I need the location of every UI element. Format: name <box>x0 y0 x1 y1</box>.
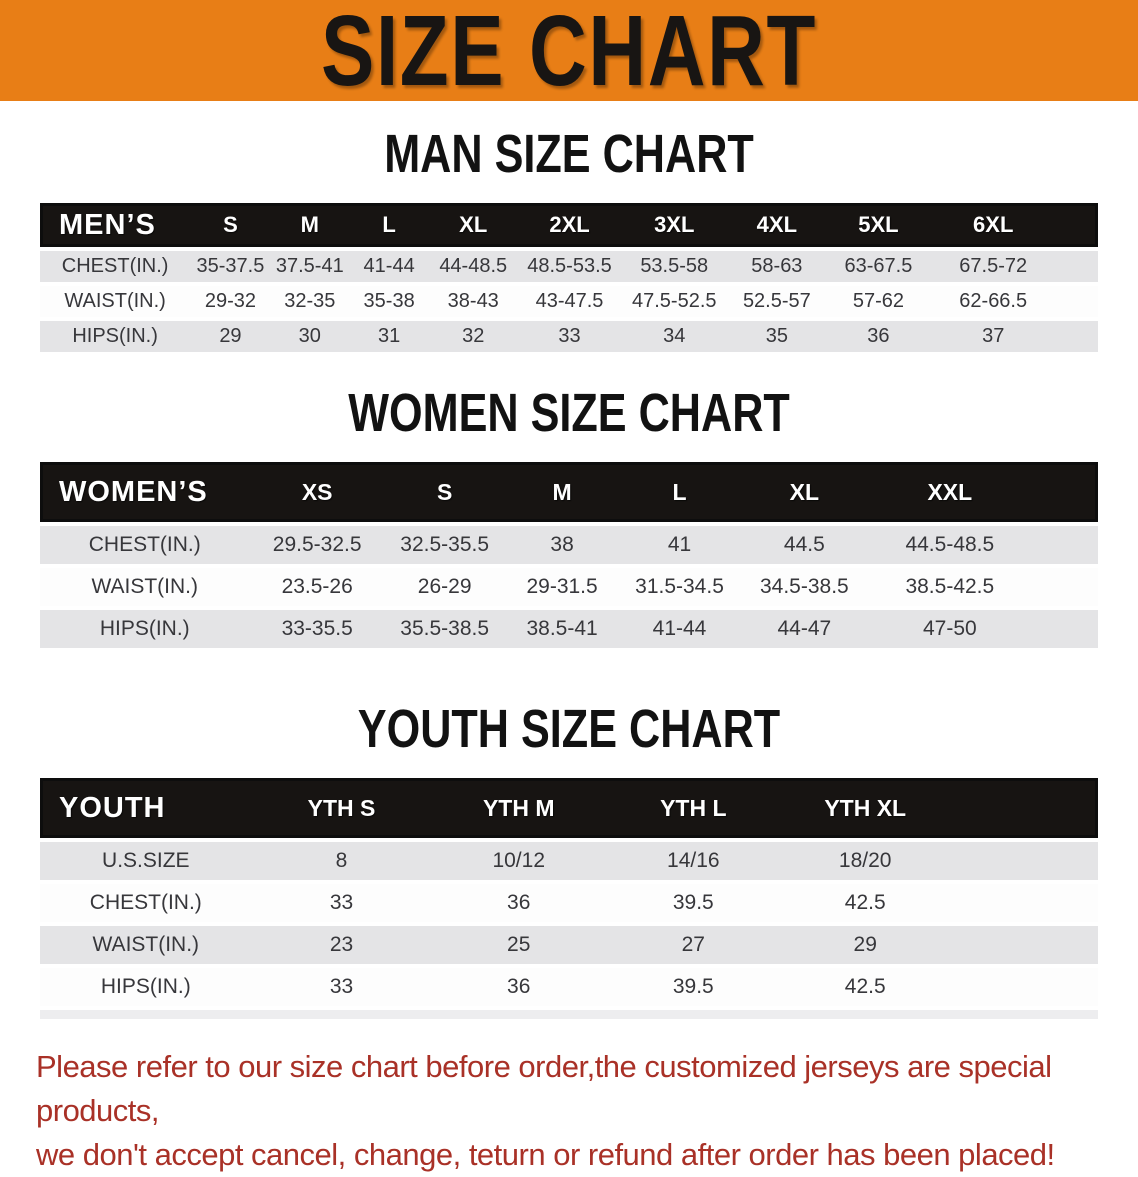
men-waist-row <box>40 286 1098 317</box>
men-section-heading: MAN SIZE CHART <box>384 124 754 184</box>
row-label: CHEST(IN.) <box>40 526 249 564</box>
youth-size-table <box>40 774 1098 1010</box>
row-filler <box>950 968 1098 1006</box>
row-filler <box>1057 251 1098 282</box>
row-label: HIPS(IN.) <box>40 968 252 1006</box>
size-value: 30 <box>271 321 349 352</box>
youth-size-table-wrap <box>40 774 1098 1019</box>
youth-ussize-row <box>40 842 1098 880</box>
size-value: 41-44 <box>620 610 740 648</box>
women-size-col: L <box>620 462 740 522</box>
youth-group-label: YOUTH <box>40 778 252 838</box>
size-value: 32-35 <box>271 286 349 317</box>
youth-size-col: YTH L <box>606 778 781 838</box>
row-label: WAIST(IN.) <box>40 286 190 317</box>
size-value: 48.5-53.5 <box>517 251 622 282</box>
youth-header-filler <box>950 778 1098 838</box>
size-value: 63-67.5 <box>827 251 930 282</box>
size-value: 43-47.5 <box>517 286 622 317</box>
size-value: 44-47 <box>739 610 869 648</box>
row-label: HIPS(IN.) <box>40 321 190 352</box>
size-value: 38 <box>504 526 619 564</box>
size-value: 36 <box>827 321 930 352</box>
size-value: 14/16 <box>606 842 781 880</box>
disclaimer-line-2: we don't accept cancel, change, teturn or refund after order has been placed! <box>36 1137 1055 1172</box>
men-size-col: 5XL <box>827 203 930 247</box>
women-size-col: XL <box>739 462 869 522</box>
disclaimer <box>36 1045 1104 1177</box>
women-section-heading: WOMEN SIZE CHART <box>348 383 790 443</box>
youth-header-row <box>40 778 1098 838</box>
size-value: 25 <box>431 926 606 964</box>
men-hips-row <box>40 321 1098 352</box>
men-size-table-wrap <box>40 199 1098 356</box>
women-size-col: XS <box>249 462 384 522</box>
men-size-col: 6XL <box>930 203 1057 247</box>
size-value: 52.5-57 <box>727 286 828 317</box>
banner-title: SIZE CHART <box>321 0 817 107</box>
size-value: 29-32 <box>190 286 270 317</box>
women-waist-row <box>40 568 1098 606</box>
size-value: 32.5-35.5 <box>385 526 505 564</box>
size-value: 35-37.5 <box>190 251 270 282</box>
size-value: 33 <box>517 321 622 352</box>
men-size-col: L <box>349 203 429 247</box>
size-value: 35 <box>727 321 828 352</box>
row-filler <box>1057 321 1098 352</box>
row-filler <box>950 842 1098 880</box>
size-value: 26-29 <box>385 568 505 606</box>
youth-size-col: YTH XL <box>781 778 950 838</box>
size-value: 44-48.5 <box>429 251 517 282</box>
size-value: 42.5 <box>781 968 950 1006</box>
size-value: 10/12 <box>431 842 606 880</box>
size-value: 27 <box>606 926 781 964</box>
row-filler <box>1030 526 1098 564</box>
size-value: 42.5 <box>781 884 950 922</box>
row-label: CHEST(IN.) <box>40 884 252 922</box>
youth-hips-row <box>40 968 1098 1006</box>
size-value: 8 <box>252 842 432 880</box>
size-value: 47.5-52.5 <box>622 286 727 317</box>
row-filler <box>950 884 1098 922</box>
size-value: 29 <box>781 926 950 964</box>
youth-section-heading: YOUTH SIZE CHART <box>357 699 781 759</box>
men-size-col: 4XL <box>727 203 828 247</box>
size-value: 47-50 <box>869 610 1030 648</box>
size-value: 38.5-42.5 <box>869 568 1030 606</box>
row-label: HIPS(IN.) <box>40 610 249 648</box>
size-value: 33 <box>252 884 432 922</box>
size-value: 58-63 <box>727 251 828 282</box>
size-value: 37.5-41 <box>271 251 349 282</box>
men-size-col: 2XL <box>517 203 622 247</box>
size-value: 38.5-41 <box>504 610 619 648</box>
row-label: CHEST(IN.) <box>40 251 190 282</box>
row-label: U.S.SIZE <box>40 842 252 880</box>
size-value: 23.5-26 <box>249 568 384 606</box>
row-filler <box>1030 568 1098 606</box>
size-value: 31 <box>349 321 429 352</box>
women-hips-row <box>40 610 1098 648</box>
youth-size-col: YTH S <box>252 778 432 838</box>
women-size-table-wrap <box>40 458 1098 652</box>
size-value: 33-35.5 <box>249 610 384 648</box>
women-size-col: XXL <box>869 462 1030 522</box>
size-value: 44.5-48.5 <box>869 526 1030 564</box>
men-header-filler <box>1057 203 1098 247</box>
size-value: 35-38 <box>349 286 429 317</box>
row-filler <box>1057 286 1098 317</box>
women-size-col: M <box>504 462 619 522</box>
size-value: 67.5-72 <box>930 251 1057 282</box>
size-value: 35.5-38.5 <box>385 610 505 648</box>
size-value: 18/20 <box>781 842 950 880</box>
size-value: 29.5-32.5 <box>249 526 384 564</box>
size-value: 31.5-34.5 <box>620 568 740 606</box>
row-label: WAIST(IN.) <box>40 926 252 964</box>
size-value: 41 <box>620 526 740 564</box>
men-size-table <box>40 199 1098 356</box>
size-value: 32 <box>429 321 517 352</box>
size-value: 36 <box>431 968 606 1006</box>
men-size-col: S <box>190 203 270 247</box>
size-value: 41-44 <box>349 251 429 282</box>
size-value: 36 <box>431 884 606 922</box>
women-group-label: WOMEN’S <box>40 462 249 522</box>
size-value: 33 <box>252 968 432 1006</box>
men-chest-row <box>40 251 1098 282</box>
men-size-col: M <box>271 203 349 247</box>
row-label: WAIST(IN.) <box>40 568 249 606</box>
men-size-col: 3XL <box>622 203 727 247</box>
youth-size-col: YTH M <box>431 778 606 838</box>
size-value: 29-31.5 <box>504 568 619 606</box>
row-filler <box>1030 610 1098 648</box>
row-filler <box>950 926 1098 964</box>
size-value: 38-43 <box>429 286 517 317</box>
size-value: 34.5-38.5 <box>739 568 869 606</box>
size-value: 62-66.5 <box>930 286 1057 317</box>
men-header-row <box>40 203 1098 247</box>
women-size-col: S <box>385 462 505 522</box>
men-size-col: XL <box>429 203 517 247</box>
women-header-filler <box>1030 462 1098 522</box>
size-value: 39.5 <box>606 968 781 1006</box>
size-value: 37 <box>930 321 1057 352</box>
size-value: 53.5-58 <box>622 251 727 282</box>
youth-chest-row <box>40 884 1098 922</box>
men-group-label: MEN’S <box>40 203 190 247</box>
size-value: 29 <box>190 321 270 352</box>
women-chest-row <box>40 526 1098 564</box>
size-value: 57-62 <box>827 286 930 317</box>
size-chart-banner <box>0 0 1138 105</box>
size-value: 23 <box>252 926 432 964</box>
size-value: 44.5 <box>739 526 869 564</box>
youth-table-bottom-strip <box>40 1010 1098 1019</box>
women-header-row <box>40 462 1098 522</box>
size-value: 34 <box>622 321 727 352</box>
women-size-table <box>40 458 1098 652</box>
youth-waist-row <box>40 926 1098 964</box>
disclaimer-line-1: Please refer to our size chart before order,the customized jerseys are special products, <box>36 1049 1052 1128</box>
size-value: 39.5 <box>606 884 781 922</box>
